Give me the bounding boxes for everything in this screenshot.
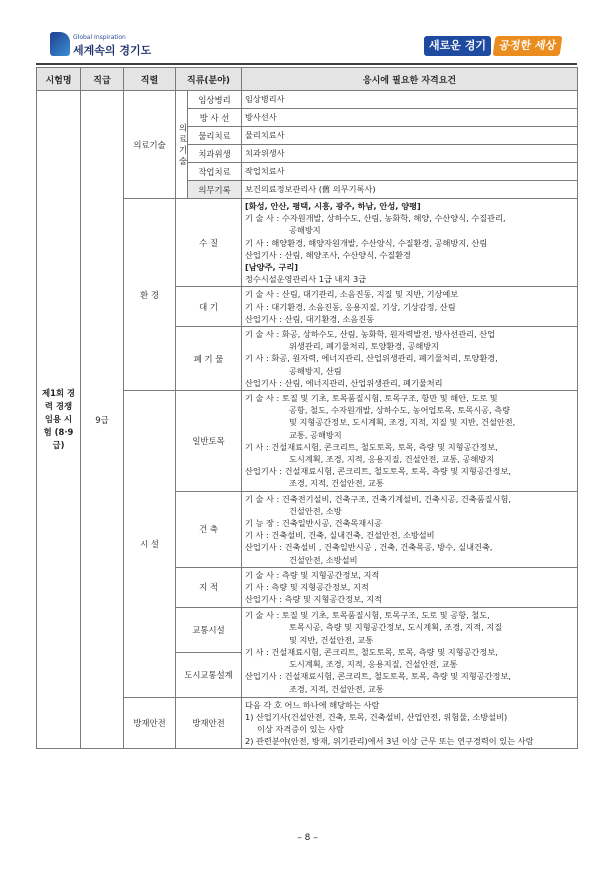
series-disaster: 방재안전: [124, 697, 176, 749]
category-cell: 지 적: [176, 567, 242, 607]
requirement-cell: 치과위생사: [242, 145, 578, 163]
requirements-table: [36, 67, 578, 749]
page-number: – 8 –: [297, 833, 318, 843]
category-cell: 방재안전: [176, 697, 242, 749]
requirement-cell: 작업치료사: [242, 163, 578, 181]
header-rule: [36, 63, 577, 65]
gyeonggi-logo: [50, 32, 152, 60]
table-row: [37, 91, 578, 109]
category-cell: 교통시설: [176, 607, 242, 652]
category-cell: 치과위생: [188, 145, 242, 163]
requirement-cell: 기 술 사 : 건축전기설비, 건축구조, 건축기계설비, 건축시공, 건축품질시험, 건설안전, 소방 기 능 장 : 건축일반시공, 건축목재시공 기 사 : 건축설비, 건축, 실내건축, 건설안전, 소방설비 산업기사 : 건축설비 , 건축일반시공 , 건축, 건축목공, 방수, 실내건축, 건설안전, 소방설비: [242, 491, 578, 567]
header-exam: 시험명: [37, 68, 81, 91]
header-grade: 직급: [81, 68, 124, 91]
header-requirements: 응시에 필요한 자격요건: [242, 68, 578, 91]
category-cell: 방 사 선: [188, 109, 242, 127]
table-header-row: [37, 68, 578, 91]
requirement-cell: 기 술 사 : 측량 및 지형공간정보, 지적 기 사 : 측량 및 지형공간정보, 지적 산업기사 : 측량 및 지형공간정보, 지적: [242, 567, 578, 607]
requirement-cell: 보건의료정보관리사 (舊 의무기록사): [242, 181, 578, 199]
category-cell: 의무기록: [188, 181, 242, 199]
category-cell: 일반토목: [176, 391, 242, 492]
requirement-cell: 임상병리사: [242, 91, 578, 109]
medical-group-label: 의료기술: [176, 91, 188, 199]
exam-name: 제1회 경력 경쟁 임용 시험 (8·9급): [37, 91, 81, 749]
category-cell: 임상병리: [188, 91, 242, 109]
requirement-cell: [화성, 안산, 평택, 시흥, 광주, 하남, 안성, 양평] 기 술 사 : 수자원개발, 상하수도, 산림, 농화학, 해양, 수산양식, 수질관리, 공해방지 기 사 : 해양환경, 해양자원개발, 수산양식, 수질환경, 공해방지, 산림 산업기사 : 산림, 해양조사, 수산양식, 수질환경 [남양주, 구리] 정수시설운영관리사 1급 내지 3급: [242, 199, 578, 287]
category-cell: 도시교통설계: [176, 652, 242, 697]
category-cell: 폐 기 물: [176, 327, 242, 391]
category-cell: 수 질: [176, 199, 242, 287]
series-medical: 의료기술: [124, 91, 176, 199]
slogan-banner: [424, 36, 561, 58]
category-cell: 작업치료: [188, 163, 242, 181]
category-cell: 대 기: [176, 287, 242, 327]
grade-cell: 9급: [81, 91, 124, 749]
requirement-cell: 방사선사: [242, 109, 578, 127]
requirement-cell: 기 술 사 : 토질 및 기초, 토목품질시험, 토목구조, 항만 및 해안, 도로 및 공항, 철도, 수자원개발, 상하수도, 농어업토목, 토목시공, 측량 및 지형공간정보, 도시계획, 조경, 지적, 지질 및 지반, 건설안전, 교통, 공해방지 기 사 : 건설재료시험, 콘크리트, 철도토목, 토목, 측량 및 지형공간정보, 도시계획, 조경, 지적, 응용지질, 건설안전, 교통, 공해방지 산업기사 : 건설재료시험, 콘크리트, 철도토목, 토목, 측량 및 지형공간정보, 조경, 지적, 건설안전, 교통: [242, 391, 578, 492]
requirement-cell: 물리치료사: [242, 127, 578, 145]
gyeonggi-emblem-icon: [50, 32, 70, 56]
requirement-cell: 기 술 사 : 화공, 상하수도, 산림, 농화학, 원자력발전, 방사선관리, 산업 위생관리, 폐기물처리, 토양환경, 공해방지 기 사 : 화공, 원자력, 에너지관리, 산업위생관리, 폐기물처리, 토양환경, 공해방지, 산림 산업기사 : 산림, 에너지관리, 산업위생관리, 폐기물처리: [242, 327, 578, 391]
series-environment: 환 경: [124, 199, 176, 391]
slogan-part2: 공정한 세상: [493, 36, 563, 56]
category-cell: 물리치료: [188, 127, 242, 145]
logo-tagline: Global Inspiration: [73, 34, 126, 41]
header-category: 직류(분야): [176, 68, 242, 91]
slogan-part1: 새로운 경기: [424, 36, 491, 56]
requirement-cell: 다음 각 호 어느 하나에 해당하는 사람 1) 산업기사(건설안전, 건축, 토목, 건축설비, 산업안전, 위험물, 소방설비) 이상 자격증이 있는 사람 2) 관련분야(안전, 방재, 위기관리)에서 3년 이상 근무 또는 연구경력이 있는 사람: [242, 697, 578, 749]
header-series: 직렬: [124, 68, 176, 91]
logo-name: 세계속의 경기도: [73, 44, 152, 57]
series-facility: 시 설: [124, 391, 176, 697]
category-cell: 건 축: [176, 491, 242, 567]
requirement-cell: 기 술 사 : 산림, 대기관리, 소음진동, 지질 및 지반, 기상예보 기 사 : 대기환경, 소음진동, 응용지질, 기상, 기상감정, 산림 산업기사 : 산림, 대기환경, 소음진동: [242, 287, 578, 327]
requirement-cell: 기 술 사 : 토질 및 기초, 토목품질시험, 토목구조, 도로 및 공항, 철도, 토목시공, 측량 및 지형공간정보, 도시계획, 조경, 지적, 지질 및 지반, 건설안전, 교통 기 사 : 건설재료시험, 콘크리트, 철도토목, 토목, 측량 및 지형공간정보, 도시계획, 조경, 지적, 응용지질, 건설안전, 교통 산업기사 : 건설재료시험, 콘크리트, 철도토목, 토목, 측량 및 지형공간정보, 조경, 지적, 건설안전, 교통: [242, 607, 578, 697]
